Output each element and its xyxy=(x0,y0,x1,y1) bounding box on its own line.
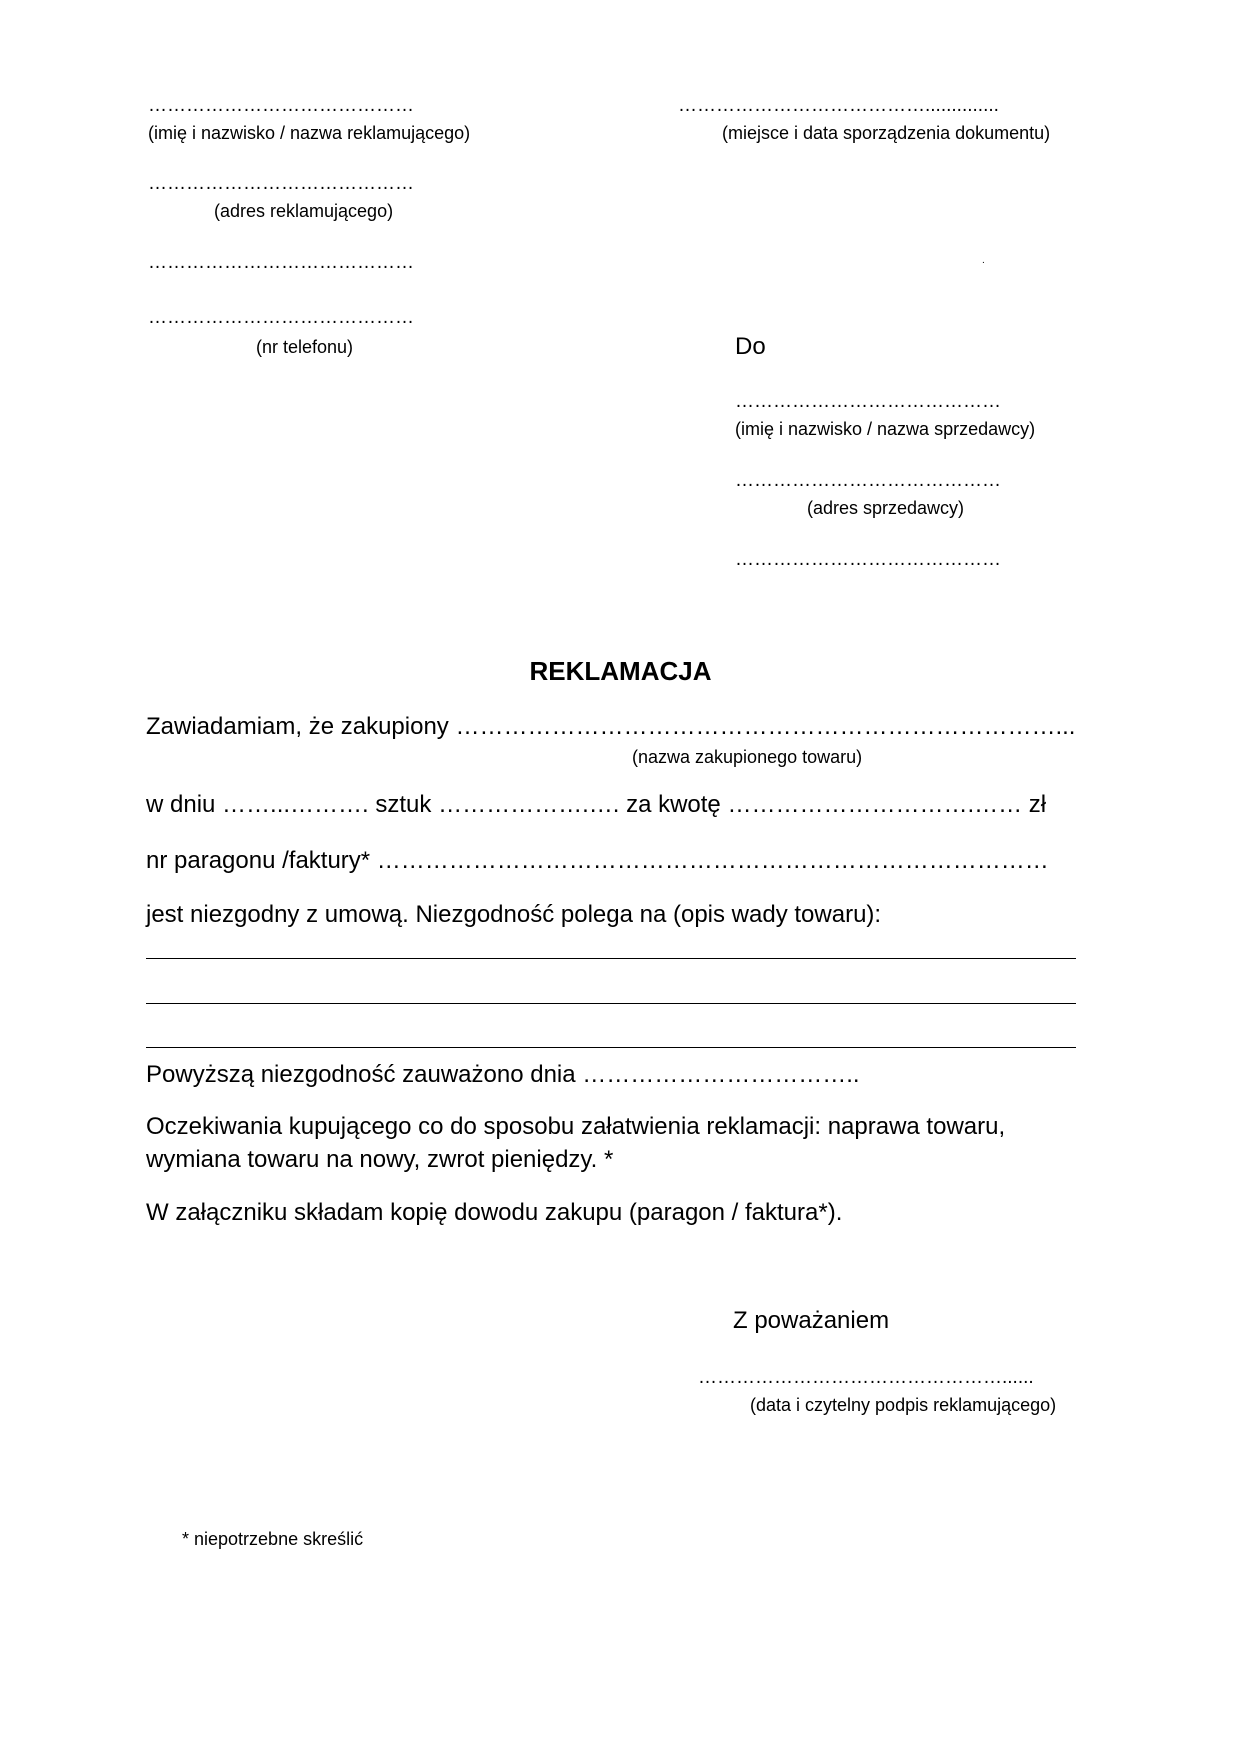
stray-dot: . xyxy=(982,255,985,266)
sender-phone-line: …………………………………… xyxy=(148,307,414,328)
purchased-item-line: Zawiadamiam, że zakupiony …………………………………………………………………... xyxy=(146,713,1076,740)
footnote: * niepotrzebne skreślić xyxy=(182,1529,364,1549)
seller-name-caption: (imię i nazwisko / nazwa sprzedawcy) xyxy=(735,419,1036,439)
defect-description-line-1[interactable] xyxy=(146,958,1076,959)
noticed-date-line: Powyższą niezgodność zauważono dnia …………………………….. xyxy=(146,1061,860,1088)
item-name-caption: (nazwa zakupionego towaru) xyxy=(632,747,863,767)
place-date-caption: (miejsce i data sporządzenia dokumentu) xyxy=(722,123,1051,143)
sender-address-caption: (adres reklamującego) xyxy=(214,201,394,221)
seller-address-line: …………………………………… xyxy=(735,470,1001,491)
sender-name-caption: (imię i nazwisko / nazwa reklamującego) xyxy=(148,123,471,143)
sender-address2-line: …………………………………… xyxy=(148,252,414,273)
expectations-line-1: Oczekiwania kupującego co do sposobu załatwienia reklamacji: naprawa towaru, xyxy=(146,1113,1006,1140)
seller-name-line: …………………………………… xyxy=(735,391,1001,412)
place-date-line: ………………………………….............. xyxy=(678,95,999,116)
receipt-number-line: nr paragonu /faktury* ………………………………………………………………………… xyxy=(146,847,1049,874)
sender-address-line: …………………………………… xyxy=(148,173,414,194)
seller-address-caption: (adres sprzedawcy) xyxy=(807,498,965,518)
expectations-line-2: wymiana towaru na nowy, zwrot pieniędzy. * xyxy=(146,1146,614,1173)
nonconformity-intro: jest niezgodny z umową. Niezgodność polega na (opis wady towaru): xyxy=(146,901,882,928)
signature-line: …………………………………………...... xyxy=(698,1367,1034,1388)
purchase-details-line: w dniu ……...………. sztuk ……………….…. za kwotę ………………………….…… zł xyxy=(146,791,1047,818)
document-title: REKLAMACJA xyxy=(529,656,712,686)
to-label: Do xyxy=(735,333,766,360)
sender-phone-caption: (nr telefonu) xyxy=(256,337,354,357)
defect-description-line-2[interactable] xyxy=(146,1003,1076,1004)
defect-description-line-3[interactable] xyxy=(146,1047,1076,1048)
attachment-line: W załączniku składam kopię dowodu zakupu (paragon / faktura*). xyxy=(146,1199,843,1226)
seller-address2-line: …………………………………… xyxy=(735,549,1001,570)
regards-text: Z poważaniem xyxy=(733,1307,890,1334)
signature-caption: (data i czytelny podpis reklamującego) xyxy=(750,1395,1057,1415)
sender-name-line: …………………………………… xyxy=(148,95,414,116)
